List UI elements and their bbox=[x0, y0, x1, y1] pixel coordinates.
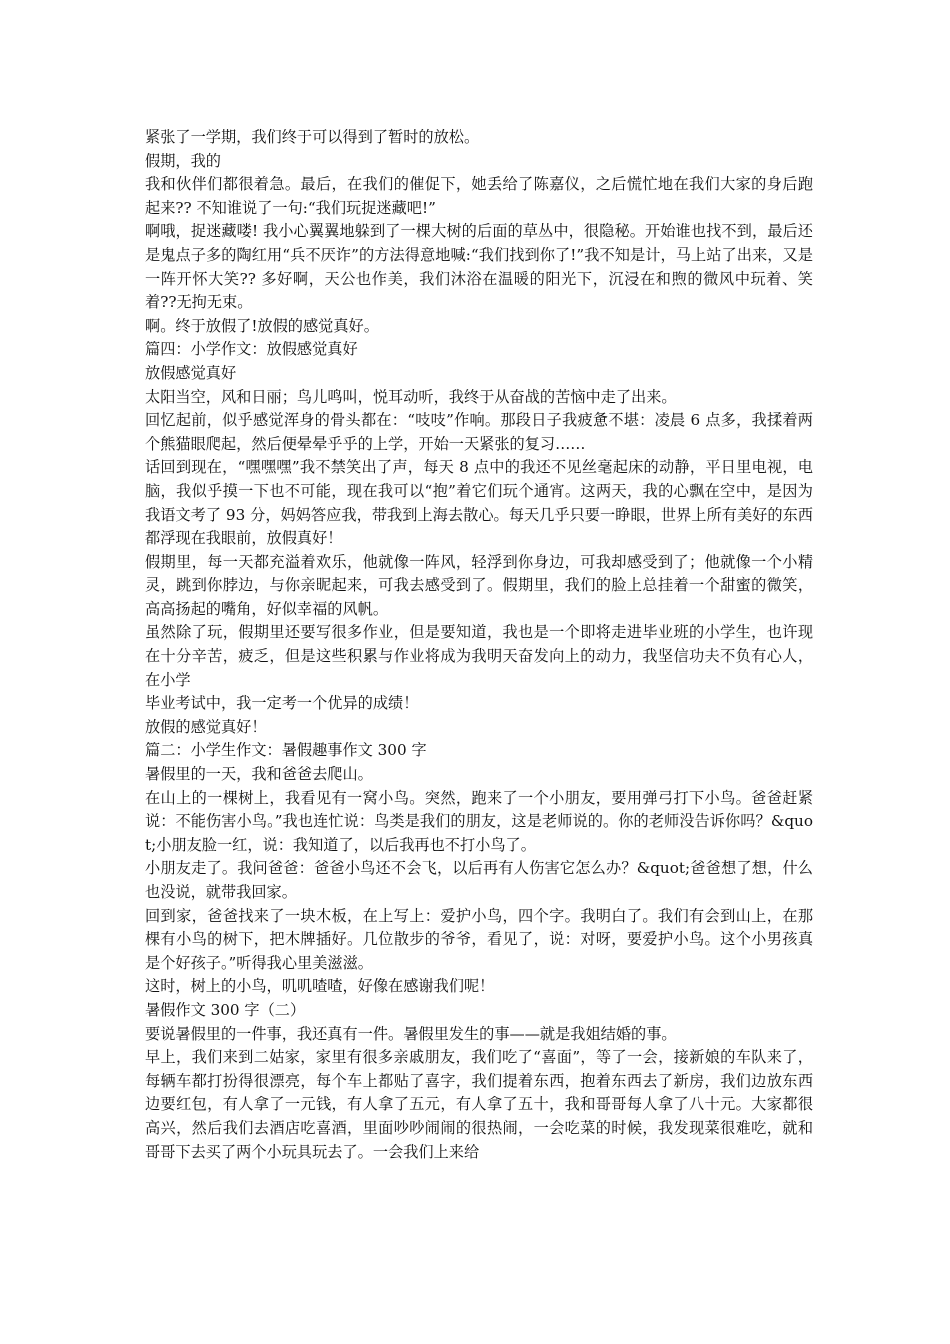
paragraph: 回忆起前，似乎感觉浑身的骨头都在：“吱吱”作响。那段日子我疲惫不堪：凌晨 6 点多，我揉着两个熊猫眼爬起，然后便晕晕乎乎的上学，开始一天紧张的复习…… bbox=[145, 411, 813, 453]
article-title: 放假感觉真好 bbox=[145, 363, 237, 382]
paragraph: 小朋友走了。我问爸爸：爸爸小鸟还不会飞，以后再有人伤害它怎么办？&quot;爸爸想了想，什么也没说，就带我回家。 bbox=[145, 859, 813, 901]
section-heading: 暑假作文 300 字（二） bbox=[145, 1000, 306, 1019]
paragraph: 啊。终于放假了!放假的感觉真好。 bbox=[145, 316, 379, 335]
paragraph: 放假的感觉真好！ bbox=[145, 717, 267, 736]
paragraph: 假期里，每一天都充溢着欢乐，他就像一阵风，轻浮到你身边，可我却感受到了；他就像一个小精灵，跳到你脖边，与你亲昵起来，可我去感受到了。假期里，我们的脸上总挂着一个甜蜜的微笑，高高扬起的嘴角，好似幸福的风帆。 bbox=[145, 552, 813, 618]
paragraph: 暑假里的一天，我和爸爸去爬山。 bbox=[145, 765, 373, 784]
paragraph: 在山上的一棵树上，我看见有一窝小鸟。突然，跑来了一个小朋友，要用弹弓打下小鸟。爸爸赶紧说：不能伤害小鸟。”我也连忙说：鸟类是我们的朋友，这是老师说的。你的老师没告诉你吗？&quot;小朋友脸一红，说：我知道了，以后我再也不打小鸟了。 bbox=[145, 788, 813, 854]
section-heading: 篇二：小学生作文：暑假趣事作文 300 字 bbox=[145, 741, 427, 760]
paragraph: 啊哦，捉迷藏喽! 我小心翼翼地躲到了一棵大树的后面的草丛中，很隐秘。开始谁也找不到，最后还是鬼点子多的陶红用“兵不厌诈”的方法得意地喊:“我们找到你了!”我不知是计，马上站了出来，又是一阵开怀大笑?? 多好啊，天公也作美，我们沐浴在温暖的阳光下，沉浸在和煦的微风中玩着、笑着??无拘无束。 bbox=[145, 222, 813, 312]
paragraph: 毕业考试中，我一定考一个优异的成绩！ bbox=[145, 694, 419, 713]
paragraph: 假期，我的 bbox=[145, 151, 221, 170]
paragraph: 紧张了一学期，我们终于可以得到了暂时的放松。 bbox=[145, 128, 480, 146]
paragraph: 回到家，爸爸找来了一块木板，在上写上：爱护小鸟，四个字。我明白了。我们有会到山上，在那棵有小鸟的树下，把木牌插好。几位散步的爷爷，看见了，说：对呀，要爱护小鸟。这个小男孩真是个好孩子。”听得我心里美滋滋。 bbox=[145, 906, 813, 972]
paragraph: 我和伙伴们都很着急。最后，在我们的催促下，她丢给了陈嘉仪，之后慌忙地在我们大家的身后跑起来?? 不知谁说了一句:“我们玩捉迷藏吧!” bbox=[145, 175, 813, 217]
paragraph: 虽然除了玩，假期里还要写很多作业，但是要知道，我也是一个即将走进毕业班的小学生，也许现在十分辛苦，疲乏，但是这些积累与作业将成为我明天奋发向上的动力，我坚信功夫不负有心人，在小学 bbox=[145, 623, 813, 689]
paragraph: 话回到现在，“嘿嘿嘿”我不禁笑出了声，每天 8 点中的我还不见丝毫起床的动静，平日里电视，电脑，我似乎摸一下也不可能，现在我可以“抱”着它们玩个通宵。这两天，我的心飘在空中，是因为我语文考了 93 分，妈妈答应我，带我到上海去散心。每天几乎只要一睁眼，世界上所有美好的东西都浮现在我眼前，放假真好！ bbox=[145, 458, 813, 548]
paragraph: 早上，我们来到二姑家，家里有很多亲戚朋友，我们吃了“喜面”，等了一会，接新娘的车队来了，每辆车都打扮得很漂亮，每个车上都贴了喜字，我们提着东西，抱着东西去了新房，我们边放东西边要红包，有人拿了一元钱，有人拿了五元，有人拿了五十，我和哥哥每人拿了八十元。大家都很高兴，然后我们去酒店吃喜酒，里面吵吵闹闹的很热闹，一会吃菜的时候，我发现菜很难吃，就和哥哥下去买了两个小玩具玩去了。一会我们上来给 bbox=[145, 1048, 813, 1161]
paragraph: 要说暑假里的一件事，我还真有一件。暑假里发生的事——就是我姐结婚的事。 bbox=[145, 1024, 677, 1043]
paragraph: 太阳当空，风和日丽；鸟儿鸣叫，悦耳动听，我终于从奋战的苦恼中走了出来。 bbox=[145, 387, 677, 406]
document-page bbox=[145, 126, 813, 1164]
section-heading: 篇四：小学作文：放假感觉真好 bbox=[145, 340, 358, 359]
paragraph: 这时，树上的小鸟，叽叽喳喳，好像在感谢我们呢！ bbox=[145, 977, 495, 996]
